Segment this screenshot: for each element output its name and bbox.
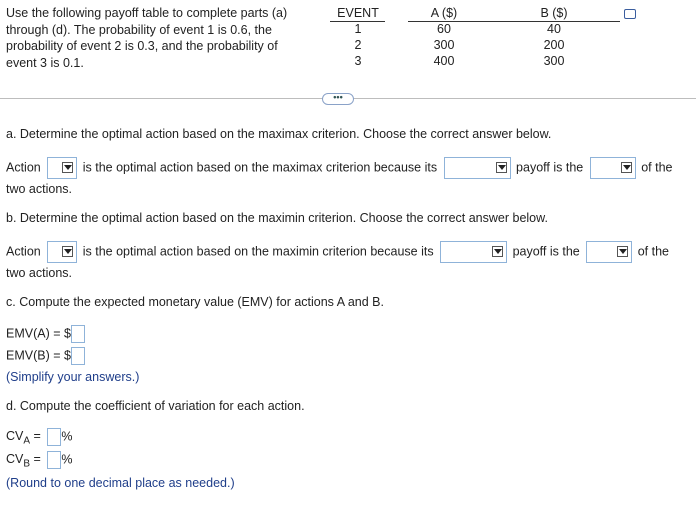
- cv-a-label: [6, 429, 41, 447]
- copy-table-icon[interactable]: [624, 9, 636, 19]
- emv-a-input[interactable]: [71, 325, 85, 343]
- cv-a-subscript: A: [23, 435, 31, 447]
- part-b-wrap-text: two actions.: [6, 266, 73, 280]
- cv-b-row: [6, 451, 72, 470]
- table-cell: 40: [547, 22, 561, 36]
- comparison-a-dropdown[interactable]: [590, 157, 636, 179]
- header-b: B ($): [540, 6, 568, 20]
- cv-a-row: [6, 428, 72, 447]
- of-the-text: of the: [637, 244, 669, 259]
- emv-a-row: [6, 325, 85, 343]
- payoff-is-text: payoff is the: [516, 160, 584, 175]
- chevron-down-icon: [62, 162, 73, 173]
- equals-sign: =: [30, 452, 41, 467]
- of-the-text: of the: [641, 160, 673, 175]
- table-cell: 200: [543, 38, 565, 52]
- table-cell: 400: [433, 54, 455, 68]
- table-cell: 300: [543, 54, 565, 68]
- part-a-answer-row: [6, 157, 672, 179]
- cv-a-input[interactable]: [47, 428, 61, 446]
- emv-a-label: EMV(A) = $: [6, 326, 71, 341]
- table-cell: 60: [437, 22, 451, 36]
- chevron-down-icon: [621, 162, 632, 173]
- cv-text: CV: [6, 429, 24, 444]
- problem-intro: Use the following payoff table to complete parts (a) through (d). The probability of event 1 is 0.6, the probability of event 2 is 0.3, and the probability of event 3 is 0.1.: [6, 6, 288, 70]
- payoff-type-b-dropdown[interactable]: [440, 241, 507, 263]
- cv-text: CV: [6, 452, 24, 467]
- payoff-type-a-dropdown[interactable]: [444, 157, 511, 179]
- equals-sign: =: [30, 429, 41, 444]
- action-label: Action: [6, 244, 41, 259]
- percent-sign: %: [61, 452, 73, 467]
- chevron-down-icon: [492, 246, 503, 257]
- table-cell: 300: [433, 38, 455, 52]
- cv-b-input[interactable]: [47, 451, 61, 469]
- part-a-wrap-text: two actions.: [6, 182, 73, 196]
- chevron-down-icon: [617, 246, 628, 257]
- payoff-is-text: payoff is the: [512, 244, 580, 259]
- chevron-down-icon: [496, 162, 507, 173]
- comparison-b-dropdown[interactable]: [586, 241, 632, 263]
- emv-b-label: EMV(B) = $: [6, 348, 71, 363]
- round-note: (Round to one decimal place as needed.): [6, 476, 235, 490]
- action-label: Action: [6, 160, 41, 175]
- part-b-answer-row: [6, 241, 669, 263]
- table-cell: 1: [354, 22, 362, 36]
- chevron-down-icon: [62, 246, 73, 257]
- part-d-question: d. Compute the coefficient of variation for each action.: [6, 399, 305, 413]
- cv-b-label: [6, 452, 41, 470]
- ellipsis-icon[interactable]: •••: [322, 93, 354, 105]
- part-c-question: c. Compute the expected monetary value (EMV) for actions A and B.: [6, 295, 384, 309]
- action-a-dropdown[interactable]: [47, 157, 77, 179]
- action-b-dropdown[interactable]: [47, 241, 77, 263]
- emv-b-row: [6, 347, 85, 365]
- header-event: EVENT: [337, 6, 379, 20]
- table-cell: 2: [354, 38, 362, 52]
- simplify-note: (Simplify your answers.): [6, 370, 140, 384]
- cv-b-subscript: B: [23, 458, 31, 470]
- criterion-text: is the optimal action based on the maximax criterion because its: [82, 160, 438, 175]
- table-cell: 3: [354, 54, 362, 68]
- part-a-question: a. Determine the optimal action based on the maximax criterion. Choose the correct answer below.: [6, 127, 552, 141]
- percent-sign: %: [61, 429, 73, 444]
- header-a: A ($): [430, 6, 458, 20]
- part-b-question: b. Determine the optimal action based on the maximin criterion. Choose the correct answer below.: [6, 211, 548, 225]
- emv-b-input[interactable]: [71, 347, 85, 365]
- criterion-text: is the optimal action based on the maximin criterion because its: [82, 244, 434, 259]
